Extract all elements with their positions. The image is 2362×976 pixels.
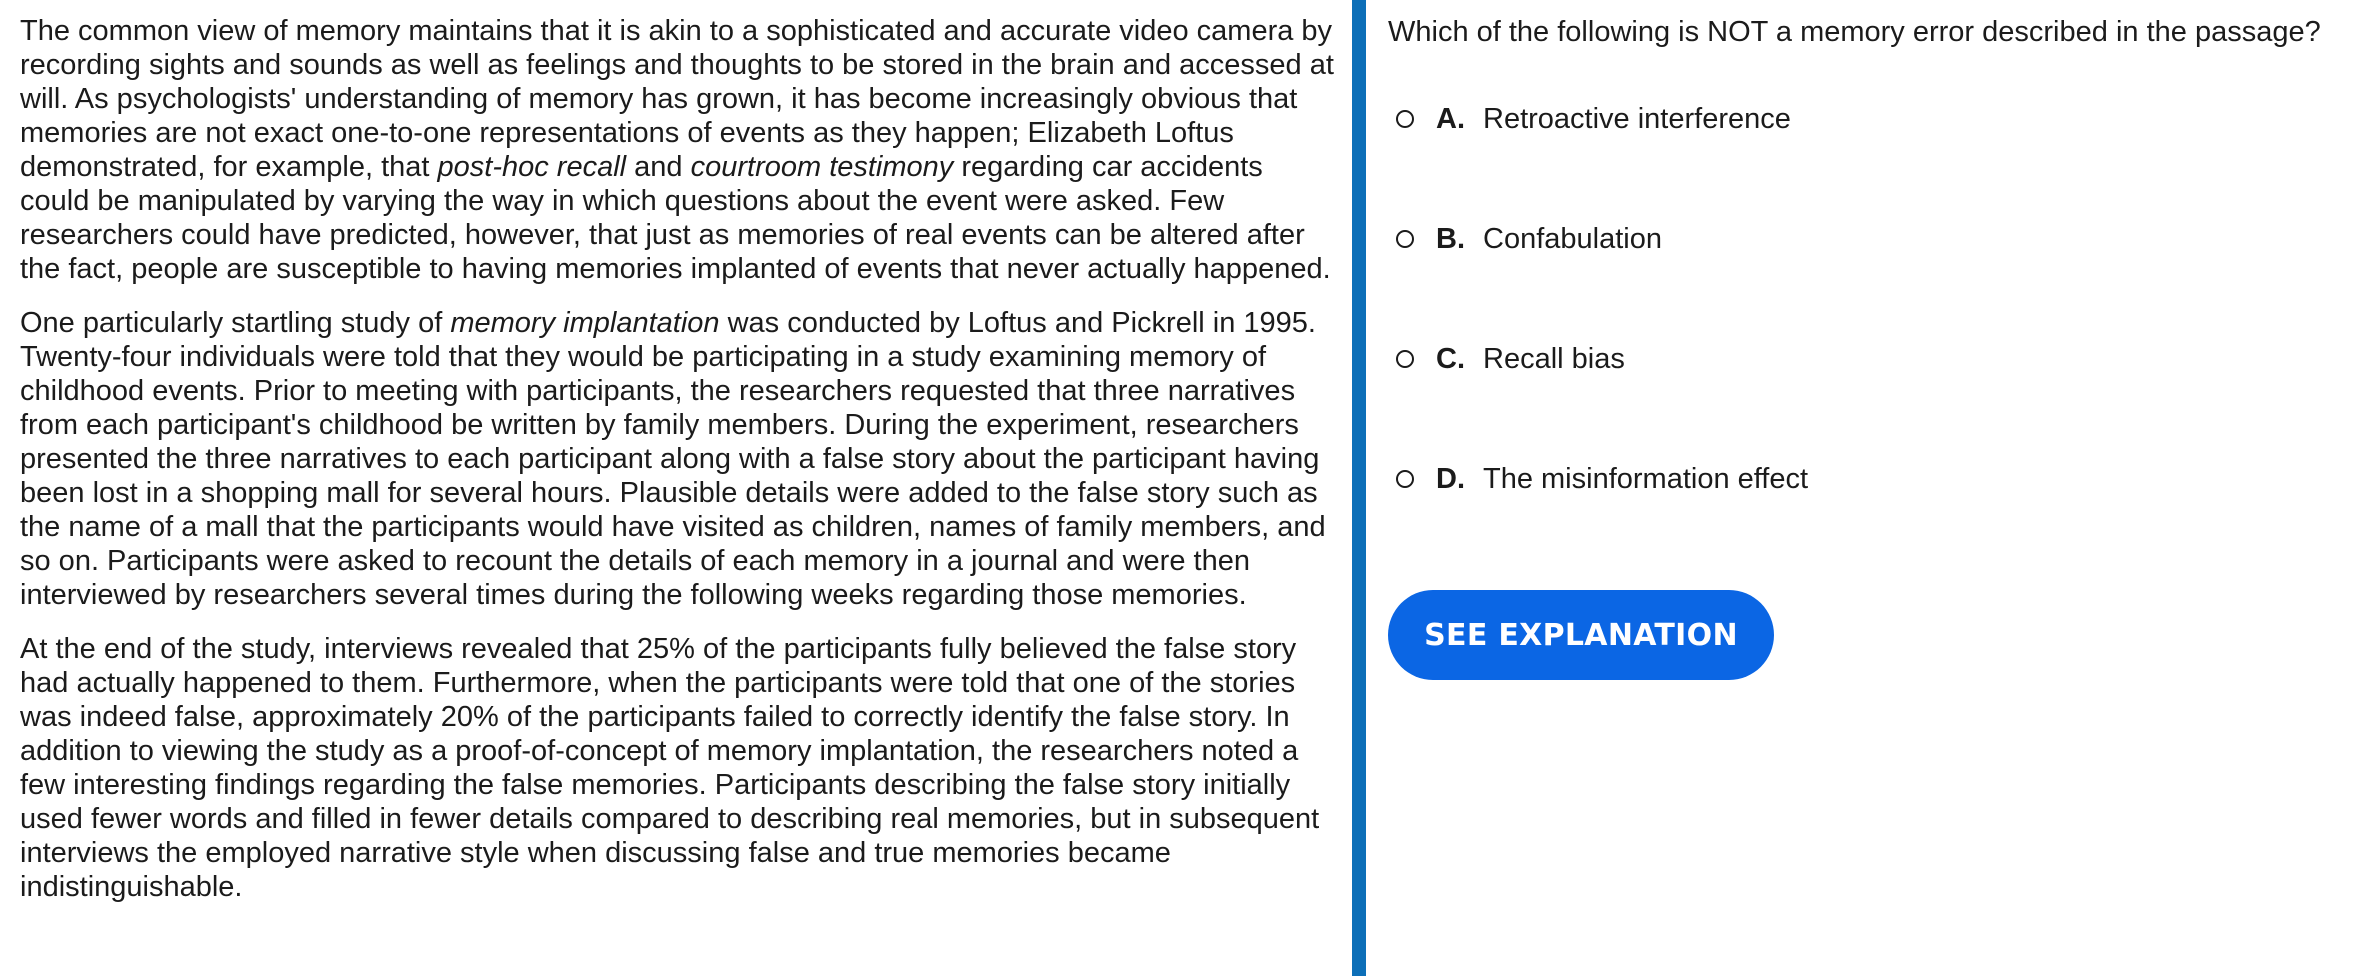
answer-option-d[interactable] [1396,459,1808,499]
panel-divider [1352,0,1366,976]
passage-p1-text-start: The common view of memory maintains that it is akin to a sophisticated and accurate video camera by recording sights and sounds as well as feelings and thoughts to be stored in the brain and accessed at will. As psychologists' understanding of memory has grown, it has become increasingly obvious that memories are not exact one-to-one representations of events as they happen; Elizabeth Loftus demonstrated, for example, that [20,15,1334,183]
option-text-d: The misinformation effect [1483,462,1809,495]
radio-button-d[interactable] [1396,470,1414,488]
option-letter-d: D. [1436,462,1465,495]
passage-p1-emphasis-1: post-hoc recall [437,151,627,183]
passage-p2-text-start: One particularly startling study of [20,307,451,339]
question-panel [1388,0,2362,976]
radio-button-b[interactable] [1396,230,1414,248]
passage-p1-text-middle: and [626,151,691,183]
passage-p2-emphasis-1: memory implantation [450,307,720,339]
passage-paragraph-2 [20,306,1338,612]
option-letter-c: C. [1436,342,1465,375]
passage-paragraph-1 [20,14,1338,286]
option-text-c: Recall bias [1483,342,1625,375]
option-text-b: Confabulation [1483,222,1662,255]
passage-p2-text-end: was conducted by Loftus and Pickrell in 1995. Twenty-four individuals were told that they would be participating in a study examining memory of childhood events. Prior to meeting with participants, the researchers requested that three narratives from each participant's childhood be written by family members. During the experiment, researchers presented the three narratives to each participant along with a false story about the participant having been lost in a shopping mall for several hours. Plausible details were added to the false story such as the name of a mall that the participants would have visited as children, names of family members, and so on. Participants were asked to recount the details of each memory in a journal and were then interviewed by researchers several times during the following weeks regarding those memories. [20,307,1326,611]
radio-button-c[interactable] [1396,350,1414,368]
option-letter-b: B. [1436,222,1465,255]
answer-option-a[interactable] [1396,99,1791,139]
answer-option-b[interactable] [1396,219,1662,259]
question-text: Which of the following is NOT a memory error described in the passage? [1388,16,2321,48]
passage-p1-emphasis-2: courtroom testimony [690,151,954,183]
radio-button-a[interactable] [1396,110,1414,128]
option-text-a: Retroactive interference [1483,102,1791,135]
see-explanation-button[interactable]: SEE EXPLANATION [1388,590,1774,680]
passage-p1-text-end: regarding car accidents could be manipulated by varying the way in which questions about the event were asked. Few researchers could have predicted, however, that just as memories of real events can be altered after the fact, people are susceptible to having memories implanted of events that never actually happened. [20,151,1331,285]
answer-option-c[interactable] [1396,339,1625,379]
passage-paragraph-3 [20,632,1338,904]
option-letter-a: A. [1436,102,1465,135]
passage-p3-text: At the end of the study, interviews revealed that 25% of the participants fully believed the false story had actually happened to them. Furthermore, when the participants were told that one of the stories was indeed false, approximately 20% of the participants failed to correctly identify the false story. In addition to viewing the study as a proof-of-concept of memory implantation, the researchers noted a few interesting findings regarding the false memories. Participants describing the false story initially used fewer words and filled in fewer details compared to describing real memories, but in subsequent interviews the employed narrative style when discussing false and true memories became indistinguishable. [20,633,1320,903]
